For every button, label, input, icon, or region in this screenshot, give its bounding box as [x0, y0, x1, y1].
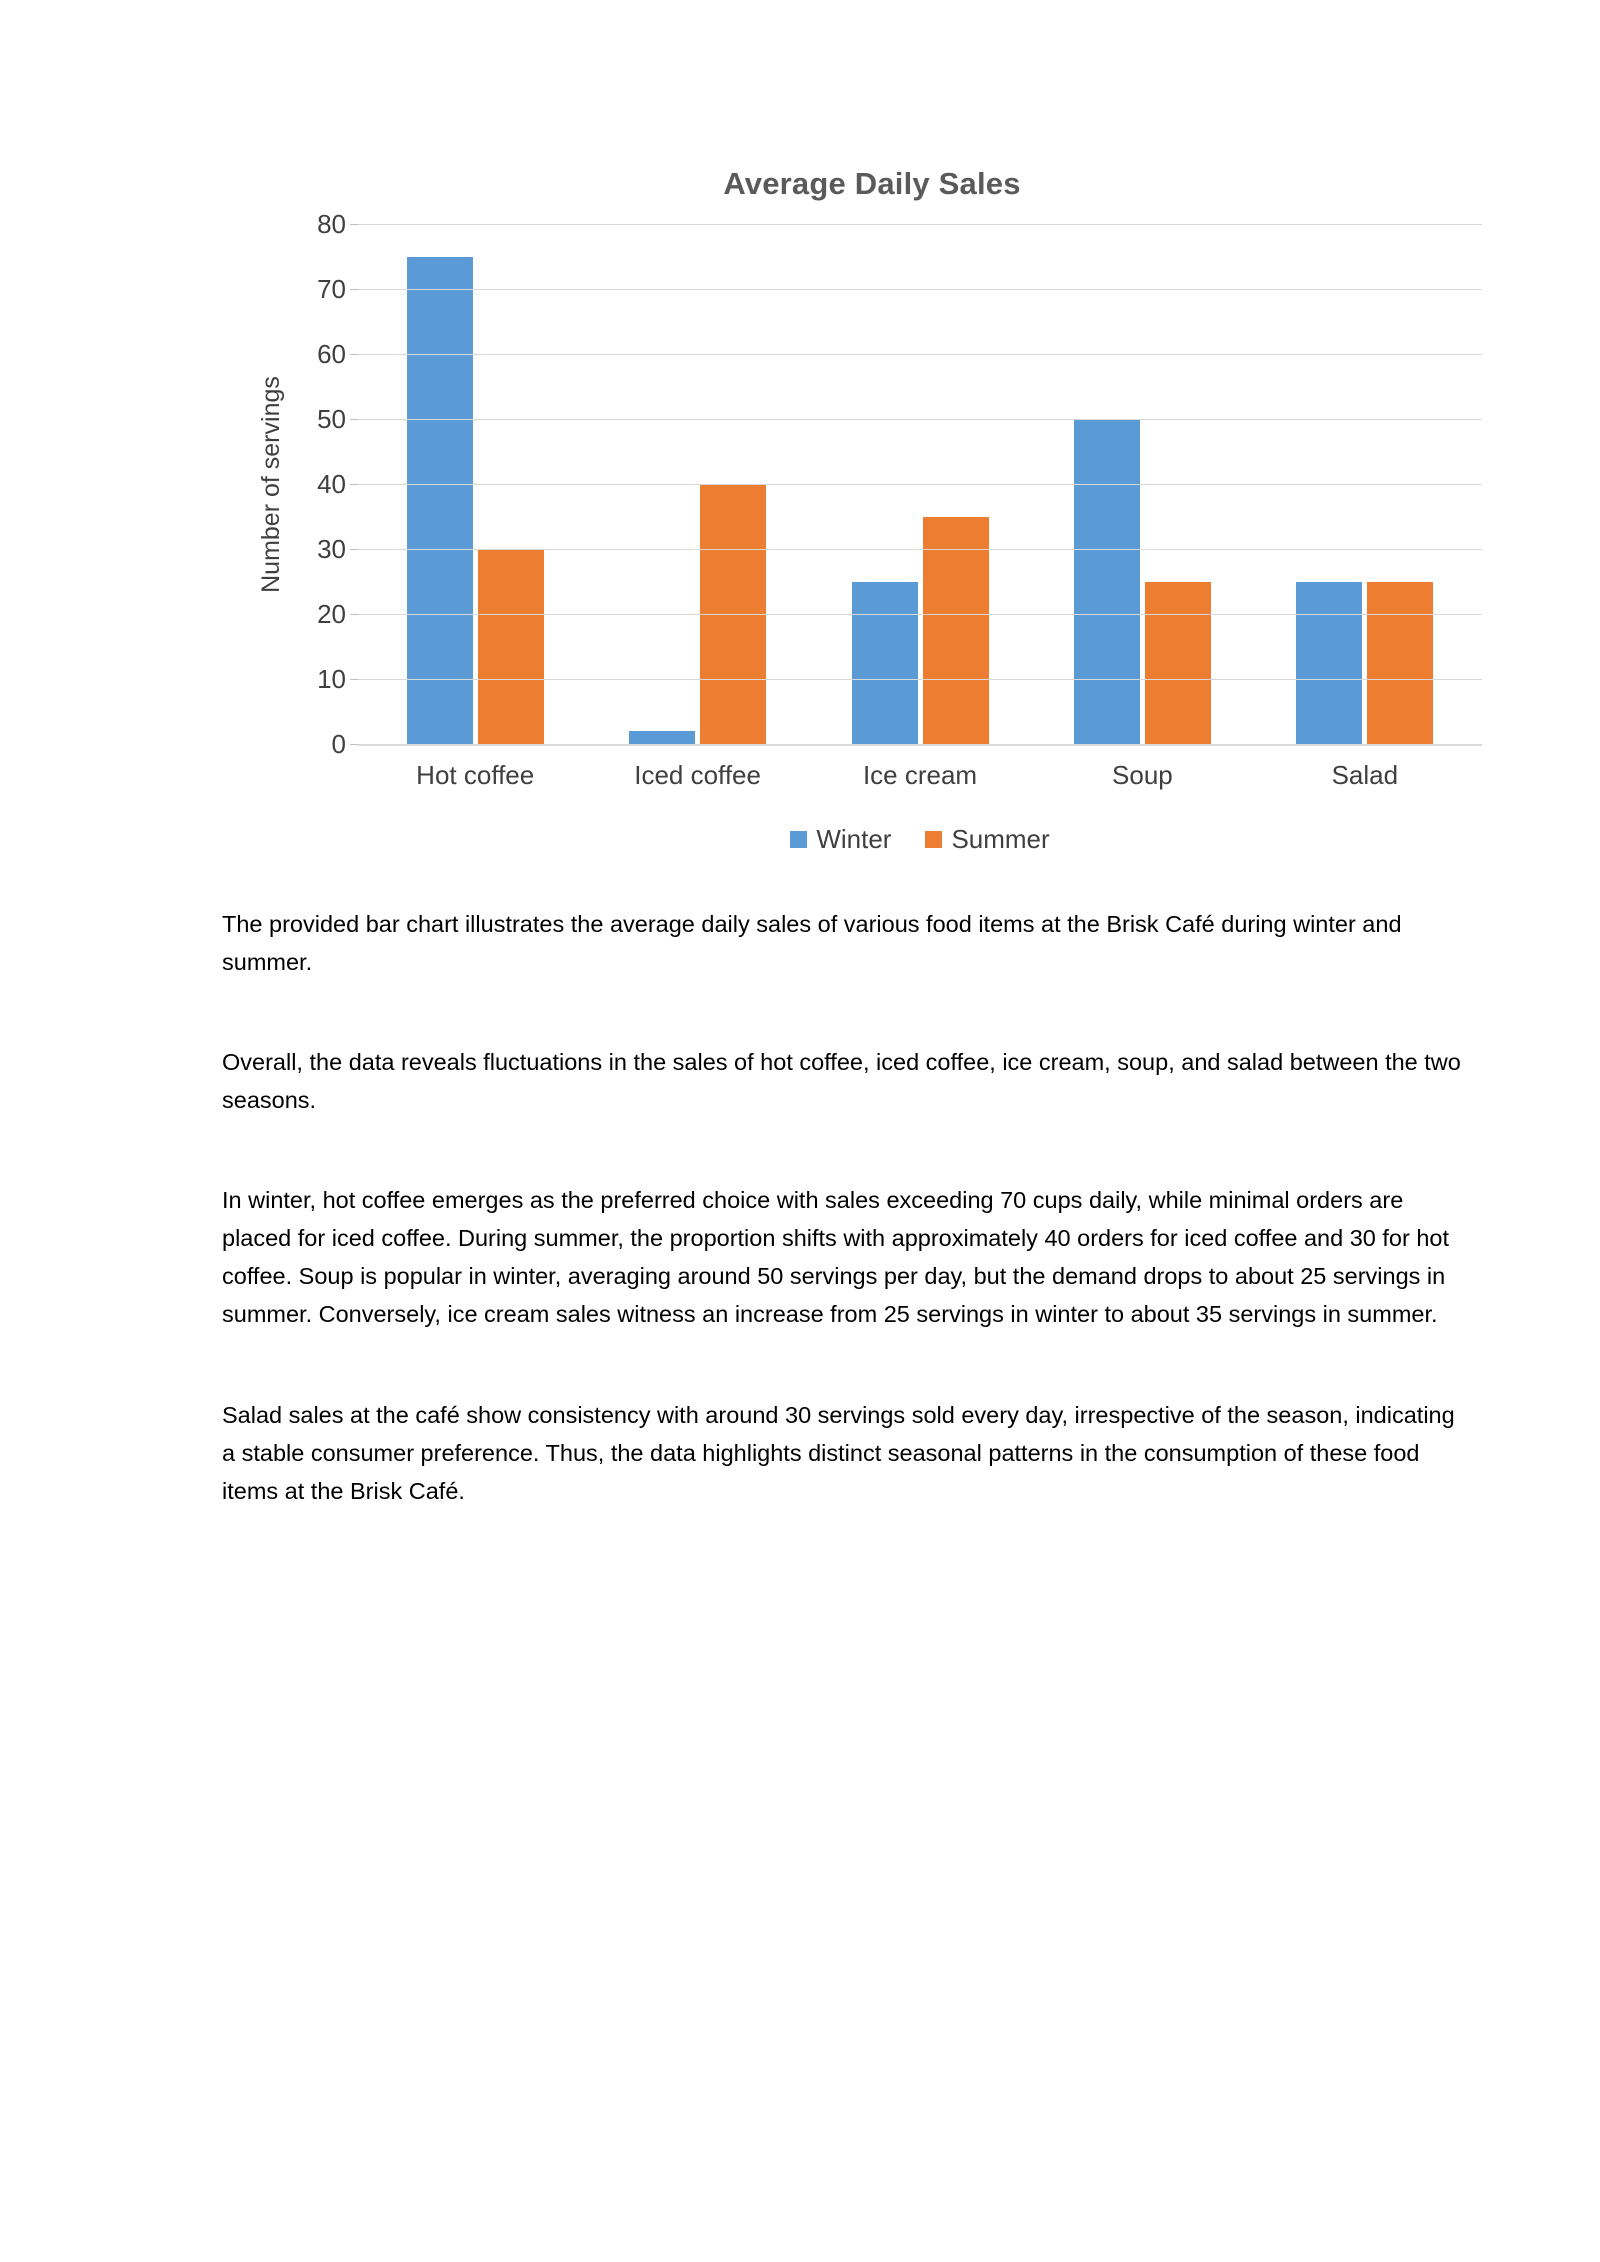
x-axis-label-iced-coffee: Iced coffee — [634, 760, 761, 790]
y-axis-tickmark — [350, 289, 358, 290]
chart-legend — [358, 824, 1482, 855]
y-axis-tickmark — [350, 744, 358, 745]
paragraph-3: In winter, hot coffee emerges as the preferred choice with sales exceeding 70 cups daily, while minimal orders are placed for iced coffee. During summer, the proportion shifts with approximately 40 orders for iced coffee and 30 for hot coffee. Soup is popular in winter, averaging around 50 servings per day, but the demand drops to about 25 servings in summer. Conversely, ice cream sales witness an increase from 25 servings in winter to about 35 servings in summer. — [222, 1187, 1450, 1328]
legend-item-summer[interactable] — [925, 824, 1049, 855]
legend-label: Winter — [816, 824, 892, 854]
y-axis-tick-label: 40 — [317, 469, 346, 499]
paragraph-4: Salad sales at the café show consistency with around 30 servings sold every day, irrespective of the season, indicating a stable consumer preference. Thus, the data highlights distinct seasonal patterns in the consumption of these food items at the Brisk Café. — [222, 1401, 1455, 1504]
legend-swatch-winter-icon — [790, 831, 807, 848]
y-axis-tick-label: 60 — [317, 339, 346, 369]
chart-gridline — [358, 419, 1482, 420]
y-axis-tickmark — [350, 354, 358, 355]
legend-label: Summer — [951, 824, 1050, 854]
y-axis-tick-label: 70 — [317, 274, 346, 304]
chart-gridline — [358, 614, 1482, 615]
y-axis-tickmark — [350, 549, 358, 550]
bar-winter-soup[interactable] — [1074, 419, 1140, 744]
x-axis-category-labels — [358, 760, 1482, 791]
chart-gridline — [358, 484, 1482, 485]
y-axis-title — [254, 224, 288, 744]
y-axis-tick-label: 10 — [317, 664, 346, 694]
chart-gridline — [358, 679, 1482, 680]
x-axis-label-ice-cream: Ice cream — [862, 760, 978, 790]
chart-gridline — [358, 224, 1482, 225]
chart-gridline — [358, 549, 1482, 550]
y-axis-tickmark — [350, 224, 358, 225]
y-axis-tick-label: 0 — [331, 729, 346, 759]
y-axis-tick-label: 30 — [317, 534, 346, 564]
y-axis-tickmark — [350, 614, 358, 615]
x-axis-label-salad: Salad — [1331, 760, 1399, 790]
y-axis-tick-labels — [296, 209, 352, 759]
bar-summer-soup[interactable] — [1145, 582, 1211, 745]
paragraph-2: Overall, the data reveals fluctuations in the sales of hot coffee, iced coffee, ice cream, soup, and salad between the two seasons. — [222, 1049, 1461, 1114]
chart-gridline — [358, 354, 1482, 355]
y-axis-title-text: Number of servings — [256, 375, 285, 593]
bar-winter-hot-coffee[interactable] — [407, 257, 473, 745]
y-axis-tickmark — [350, 679, 358, 680]
chart-plot-wrapper — [256, 209, 1482, 854]
bar-winter-salad[interactable] — [1296, 582, 1362, 745]
bar-winter-iced-coffee[interactable] — [629, 731, 695, 744]
bar-summer-salad[interactable] — [1367, 582, 1433, 745]
essay-body — [222, 905, 1462, 1510]
x-axis-label-hot-coffee: Hot coffee — [416, 760, 535, 790]
bar-chart-figure — [256, 156, 1482, 916]
legend-swatch-summer-icon — [925, 831, 942, 848]
y-axis-tick-label: 80 — [317, 209, 346, 239]
chart-gridline — [358, 289, 1482, 290]
y-axis-tickmark — [350, 484, 358, 485]
y-axis-tickmark — [350, 419, 358, 420]
bar-summer-hot-coffee[interactable] — [478, 549, 544, 744]
legend-item-winter[interactable] — [790, 824, 891, 855]
x-axis-label-soup: Soup — [1112, 760, 1173, 790]
bar-winter-ice-cream[interactable] — [852, 582, 918, 745]
y-axis-tick-label: 20 — [317, 599, 346, 629]
y-axis-tick-label: 50 — [317, 404, 346, 434]
paragraph-1: The provided bar chart illustrates the average daily sales of various food items at the Brisk Café during winter and summer. — [222, 911, 1402, 976]
chart-plot-area — [358, 224, 1482, 746]
bar-summer-ice-cream[interactable] — [923, 517, 989, 745]
chart-title: Average Daily Sales — [723, 166, 1021, 201]
